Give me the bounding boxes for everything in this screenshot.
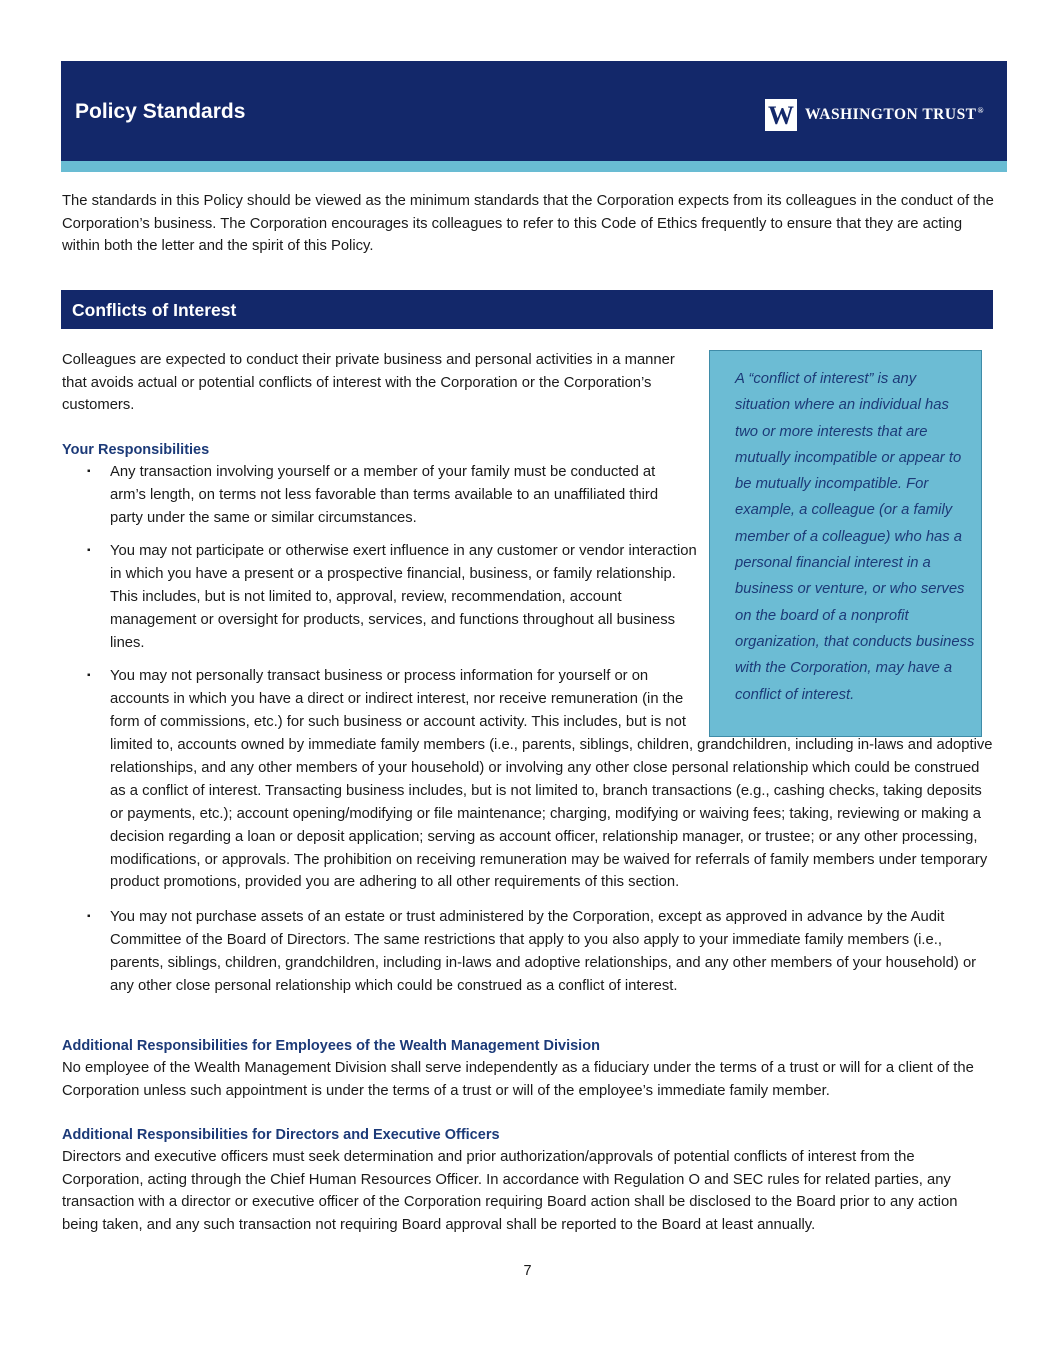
directors-heading: Additional Responsibilities for Directors and Executive Officers	[62, 1127, 500, 1143]
logo-mark-icon	[765, 99, 797, 131]
conflicts-lead-paragraph: Colleagues are expected to conduct their private business and personal activities in a manner that avoids actual or potential conflicts of interest with the Corporation or the Corporation’s customers.	[62, 352, 675, 414]
wealth-management-paragraph: No employee of the Wealth Management Division shall serve independently as a fiduciary under the terms of a trust or will for a client of the Corporation unless such appointment is under the terms of a trust or will of the employee’s immediate family member.	[62, 1060, 974, 1099]
wealth-management-heading: Additional Responsibilities for Employees of the Wealth Management Division	[62, 1038, 600, 1054]
section-header-conflicts	[61, 290, 993, 329]
list-item-text: You may not participate or otherwise exert influence in any customer or vendor interaction in which you have a present or a prospective financial, business, or family relationship. This includes, but is not limited to, approval, review, recommendation, account management or oversight for products, services, and functions throughout all business lines.	[110, 543, 697, 651]
directors-paragraph: Directors and executive officers must seek determination and prior authorization/approvals of potential conflicts of interest from the Corporation, acting through the Chief Human Resources Officer. In accordance with Regulation O and SEC rules for related parties, any transaction with a director or executive officer of the Corporation requiring Board action shall be disclosed to the Board prior to any action being taken, and any such transaction not requiring Board approval shall be reported to the Board at least annually.	[62, 1149, 958, 1234]
list-item-text: Any transaction involving yourself or a member of your family must be conducted at arm’s length, on terms not less favorable than terms available to an unaffiliated third party under the same or similar circumstances.	[110, 464, 659, 526]
callout-text: A “conflict of interest” is any situation where an individual has two or more interests that are mutually incompatible or appear to be mutually incompatible. For example, a colleague (or a family member of a colleague) who has a personal financial interest in a business or venture, or who serves on the board of a nonprofit organization, that conducts business with the Corporation, may have a conflict of interest.	[735, 371, 975, 703]
header-accent-strip	[61, 161, 1007, 172]
bullet-icon: ▪	[87, 670, 91, 682]
list-item	[62, 906, 994, 998]
svg-text:W: W	[768, 101, 794, 130]
intro-paragraph: The standards in this Policy should be viewed as the minimum standards that the Corporation expects from its colleagues in the conduct of the Corporation’s business. The Corporation encourages its colleagues to refer to this Code of Ethics frequently to ensure that they are acting within both the letter and the spirit of this Policy.	[62, 193, 994, 255]
page-title: Policy Standards	[75, 100, 246, 123]
page-number: 7	[523, 1263, 532, 1279]
list-item	[62, 461, 684, 530]
bullet-icon: ▪	[87, 466, 91, 477]
bullet-icon: ▪	[87, 911, 91, 923]
bullet-icon: ▪	[87, 545, 91, 557]
responsibilities-list	[62, 461, 994, 1008]
list-item-text: You may not purchase assets of an estate or trust administered by the Corporation, except as approved in advance by the Audit Committee of the Board of Directors. The same restrictions that apply to you also apply to your immediate family members (i.e., parents, siblings, children, grandchildren, including in-laws and adoptive relationships, and any other members of your household) or any other close personal relationship which could be construed as a conflict of interest.	[110, 909, 977, 995]
washington-trust-logo	[765, 99, 984, 131]
list-item-text: You may not personally transact business or process information for yourself or on accounts in which you have a direct or indirect interest, nor receive remuneration (in the form of commissions, etc.) for such business or account activity. This includes, but is not limited to, accounts owned by immediate family members (i.e., parents, siblings, children, grandchildren, including in-laws and adoptive relationships, and any other members of your household) or involving any other close personal relationship which could be construed as a conflict of interest. Transacting business includes, but is not limited to, branch transactions (e.g., cashing checks, taking deposits or payments, etc.); account opening/modifying or file maintenance; charging, modifying or waiving fees; taking, reviewing or making a decision regarding a loan or deposit application; serving as account officer, relationship manager, or trustee; or any other processing, modifications, or approvals. The prohibition on receiving remuneration may be waived for referrals of family members under temporary product promotions, provided you are adhering to all other requirements of this section.	[110, 668, 993, 891]
logo-wordmark: WASHINGTON TRUST®	[805, 105, 985, 124]
section-title: Conflicts of Interest	[72, 300, 237, 320]
your-responsibilities-heading: Your Responsibilities	[62, 442, 210, 458]
list-item	[62, 540, 994, 655]
list-item	[62, 665, 994, 894]
